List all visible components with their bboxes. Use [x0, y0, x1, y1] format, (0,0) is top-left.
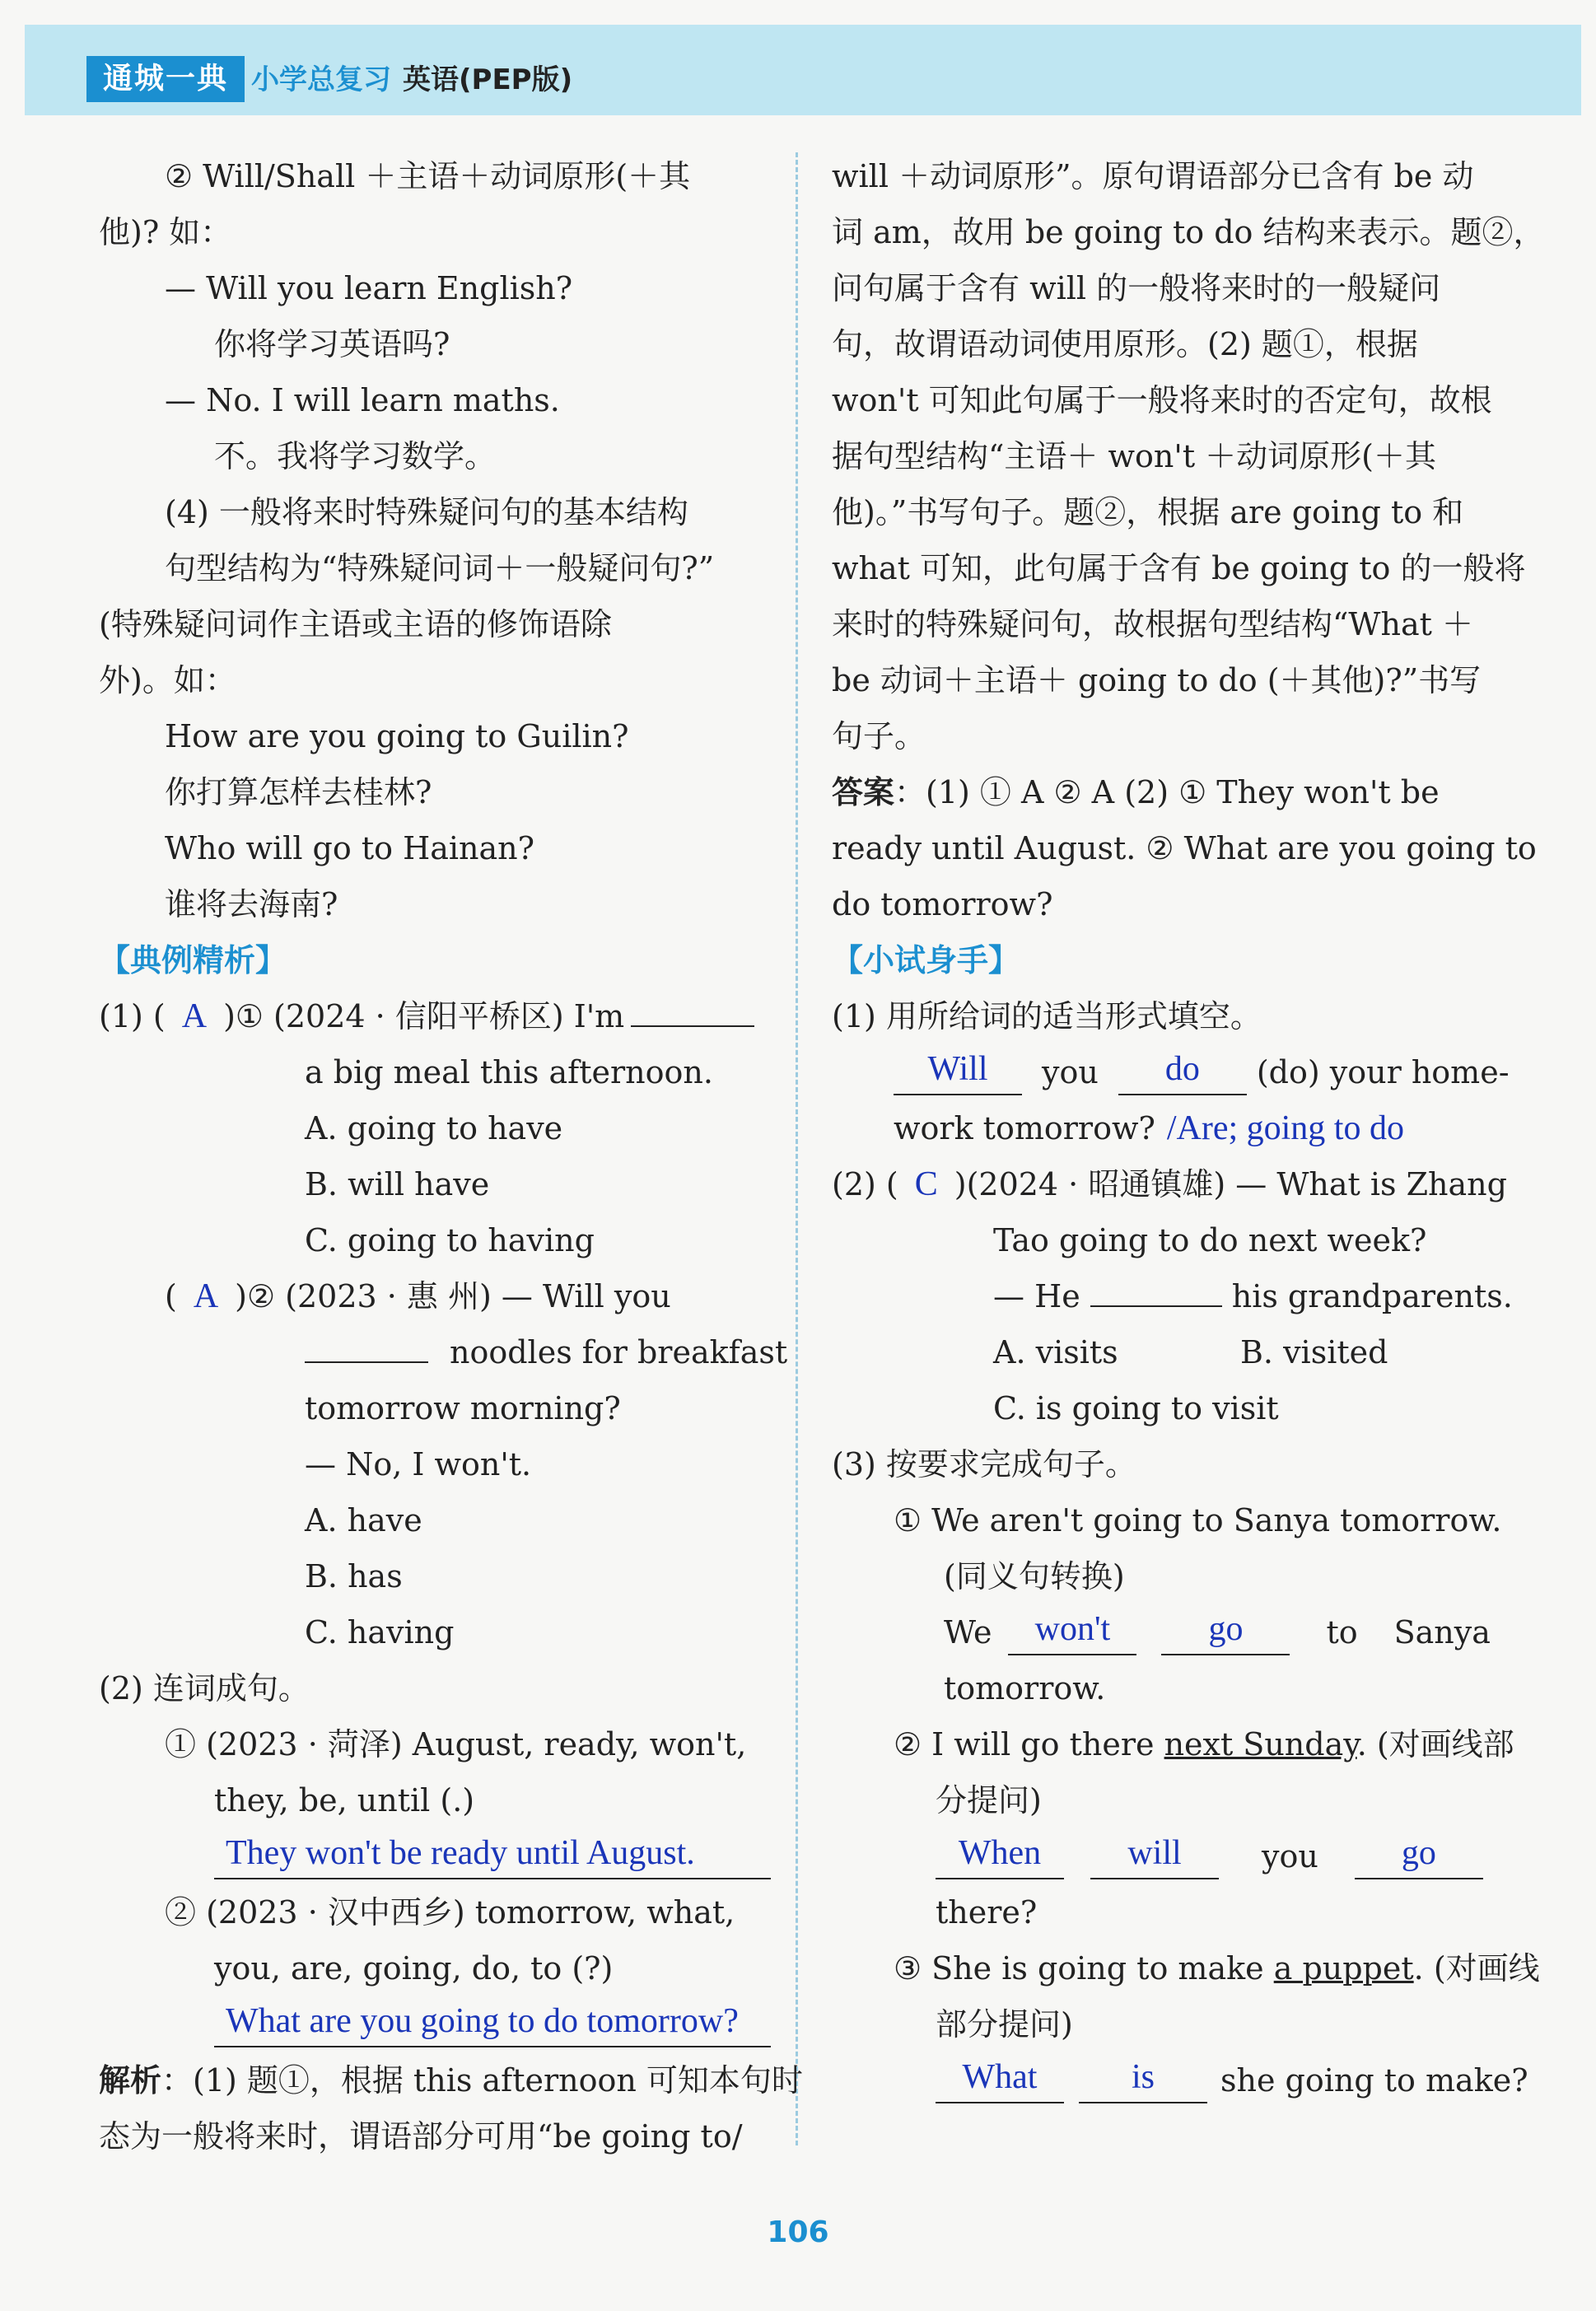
option-b: B. visited [1240, 1334, 1388, 1370]
text-line: (特殊疑问词作主语或主语的修饰语除 [99, 606, 612, 642]
answer-label: 答案 [832, 773, 895, 810]
text-line: 部分提问) [936, 2006, 1073, 2043]
options-row [832, 1324, 1507, 1380]
section-heading-examples: 【典例精析】 [99, 942, 287, 978]
analysis-line: 态为一般将来时，谓语部分可用“be going to/ [99, 2118, 743, 2155]
fill-blank-line: work tomorrow? /Are; going to do [894, 1109, 1404, 1147]
answer-blank[interactable]: What are you going to do tomorrow? [214, 2003, 771, 2047]
answer-blank[interactable]: Will [894, 1051, 1022, 1095]
answer-line [99, 1828, 772, 1884]
answer-choice: C [914, 1165, 938, 1203]
question-title: (1) 用所给词的适当形式填空。 [832, 998, 1262, 1034]
analysis-line: won't 可知此句属于一般将来时的否定句，故根 [832, 382, 1492, 418]
underlined-phrase: a puppet [1273, 1950, 1414, 1987]
example-line: 你打算怎样去桂林? [165, 774, 432, 810]
answer-blank[interactable]: won't [1008, 1611, 1136, 1655]
analysis-line: 问句属于含有 will 的一般将来时的一般疑问 [832, 270, 1441, 306]
text-line: 分提问) [936, 1782, 1042, 1818]
option-a: A. visits [993, 1334, 1118, 1370]
answer-blank[interactable]: is [1079, 2059, 1207, 2103]
option-c: C. going to having [305, 1222, 595, 1258]
option-c: C. is going to visit [993, 1390, 1279, 1426]
subject-title: 英语(PEP版) [403, 63, 573, 96]
question-title: (2) 连词成句。 [99, 1670, 310, 1706]
example-line: Who will go to Hainan? [165, 830, 534, 866]
answer-summary: do tomorrow? [832, 886, 1053, 922]
text-line: ① (2023 · 菏泽) August, ready, won't, [165, 1726, 747, 1762]
text-line: 你将学习英语吗? [214, 326, 450, 362]
example-line: How are you going to Guilin? [165, 718, 629, 754]
text-line: tomorrow morning? [305, 1390, 621, 1426]
option-b: B. has [305, 1558, 403, 1594]
analysis-line: 据句型结构“主语＋ won't ＋动词原形(＋其 [832, 438, 1437, 474]
option-b: B. will have [305, 1166, 490, 1202]
text-line: (同义句转换) [944, 1558, 1125, 1594]
analysis-line: what 可知，此句属于含有 be going to 的一般将 [832, 550, 1526, 586]
text-line: 句型结构为“特殊疑问词＋一般疑问句?” [165, 550, 715, 586]
page-number: 106 [767, 2215, 829, 2249]
text-line: ① We aren't going to Sanya tomorrow. [894, 1502, 1502, 1538]
text-line: — He his grandparents. [993, 1278, 1513, 1314]
text-line: ③ She is going to make a puppet. (对画线 [894, 1950, 1540, 1987]
analysis-line: 解析：(1) 题①，根据 this afternoon 可知本句时 [99, 2061, 803, 2099]
option-a: A. have [305, 1502, 422, 1538]
text-line: 他)? 如： [99, 214, 232, 250]
text-line: tomorrow. [944, 1670, 1106, 1706]
analysis-line: 他)。”书写句子。题②，根据 are going to 和 [832, 494, 1464, 530]
analysis-line: 来时的特殊疑问句，故根据句型结构“What ＋ [832, 606, 1473, 642]
text-line: (4) 一般将来时特殊疑问句的基本结构 [165, 494, 688, 530]
answer-blank[interactable] [305, 1361, 428, 1363]
text-line: — No. I will learn maths. [165, 382, 560, 418]
answer-blank[interactable]: will [1090, 1835, 1219, 1879]
question-2: (2) ( C )(2024 · 昭通镇雄) — What is Zhang [832, 1165, 1507, 1203]
fill-blank-line: We won't go to Sanya [832, 1604, 1507, 1660]
question-title: (3) 按要求完成句子。 [832, 1446, 1136, 1482]
analysis-line: 词 am，故用 be going to do 结构来表示。题②， [832, 214, 1545, 250]
analysis-label: 解析 [99, 2061, 162, 2099]
answer-blank[interactable]: What [936, 2059, 1064, 2103]
text-line: 不。我将学习数学。 [214, 438, 497, 474]
fill-blank-line: What is she going to make? [832, 2052, 1507, 2108]
text-line: there? [936, 1894, 1038, 1931]
answer-choice: A [181, 997, 208, 1035]
brand-tag: 通城一典 [86, 56, 245, 102]
left-column [99, 148, 803, 2164]
answer-blank[interactable]: They won't be ready until August. [214, 1835, 771, 1879]
text-line: — No, I won't. [305, 1446, 532, 1482]
option-c: C. having [305, 1614, 455, 1650]
text-line: ② I will go there next Sunday. (对画线部 [894, 1726, 1514, 1762]
analysis-line: 句子。 [832, 718, 926, 754]
text-line: a big meal this afternoon. [305, 1054, 713, 1090]
header-subtitle [251, 59, 572, 100]
alternate-answer: /Are; going to do [1166, 1109, 1404, 1147]
fill-blank-line: Will you do (do) your home- [832, 1044, 1507, 1100]
text-line: 外)。如： [99, 662, 236, 698]
question-2: ( A )② (2023 · 惠 州) — Will you [165, 1277, 671, 1315]
answer-summary: ready until August. ② What are you going to [832, 830, 1537, 866]
text-line: noodles for breakfast [99, 1324, 772, 1380]
text-line: Tao going to do next week? [993, 1222, 1427, 1258]
option-a: A. going to have [305, 1110, 563, 1146]
analysis-line: be 动词＋主语＋ going to do (＋其他)?”书写 [832, 662, 1482, 698]
analysis-line: 句，故谓语动词使用原形。(2) 题①，根据 [832, 326, 1418, 362]
answer-blank[interactable]: go [1355, 1835, 1483, 1879]
question-1: (1) ( A )① (2024 · 信阳平桥区) I'm [99, 988, 772, 1044]
section-heading-practice: 【小试身手】 [832, 942, 1020, 978]
answer-choice: A [193, 1277, 219, 1315]
text-line: they, be, until (.) [214, 1782, 475, 1818]
answer-blank[interactable] [631, 1025, 754, 1027]
answer-blank[interactable] [1090, 1305, 1222, 1307]
answer-summary: 答案：(1) ① A ② A (2) ① They won't be [832, 773, 1440, 810]
answer-blank[interactable]: When [936, 1835, 1064, 1879]
example-line: 谁将去海南? [165, 886, 338, 922]
text-line: you, are, going, do, to (?) [214, 1950, 614, 1987]
right-column [832, 148, 1545, 2108]
answer-line [99, 1996, 772, 2052]
answer-blank[interactable]: go [1161, 1611, 1290, 1655]
analysis-line: will ＋动词原形”。原句谓语部分已含有 be 动 [832, 158, 1474, 194]
fill-blank-line: When will you go [832, 1828, 1507, 1884]
text-line: — Will you learn English? [165, 270, 573, 306]
text-line: ② (2023 · 汉中西乡) tomorrow, what, [165, 1894, 735, 1931]
underlined-phrase: next Sunday [1164, 1726, 1357, 1762]
series-title: 小学总复习 [251, 63, 391, 96]
answer-blank[interactable]: do [1118, 1051, 1247, 1095]
text-line: ② Will/Shall ＋主语＋动词原形(＋其 [165, 158, 691, 194]
column-divider [796, 152, 798, 2145]
